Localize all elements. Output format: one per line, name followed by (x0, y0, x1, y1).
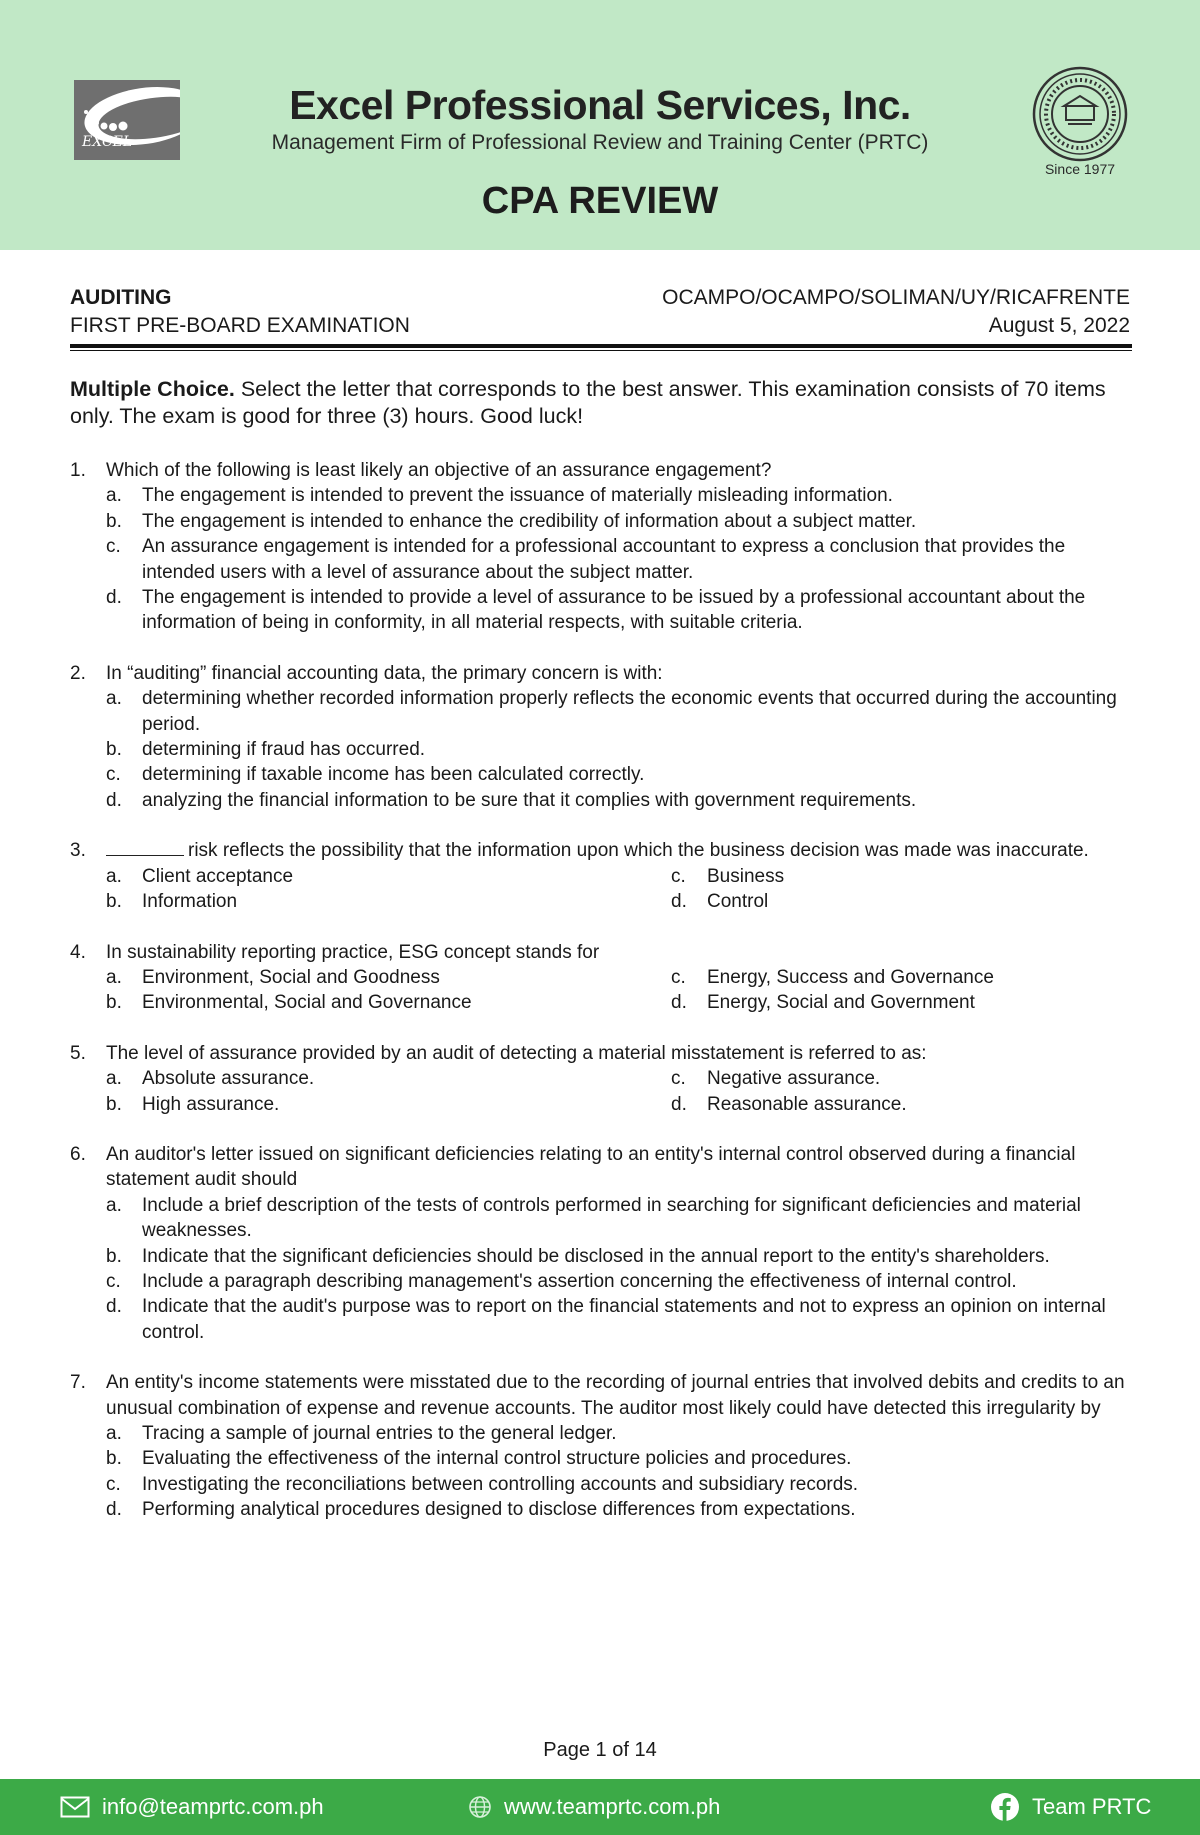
option-a (106, 864, 671, 889)
question-options (106, 1193, 1140, 1345)
question-text: An entity's income statements were misstated due to the recording of journal entries that involved debits and credits to an unusual combination of expense and revenue accounts. The auditor most likely could have detected this irregularity by (106, 1372, 1125, 1419)
globe-icon (468, 1795, 492, 1819)
footer-facebook-text: Team PRTC (1032, 1794, 1152, 1819)
option-text: Include a paragraph describing management's assertion concerning the effectiveness of internal control. (142, 1270, 1017, 1292)
question-options (106, 1421, 1140, 1523)
option-a (106, 1066, 671, 1091)
option-letter: c. (671, 865, 686, 887)
option-letter: c. (106, 1270, 121, 1292)
option-text: Performing analytical procedures designed to disclose differences from expectations. (142, 1499, 856, 1521)
question-options (106, 864, 1140, 915)
page-header (0, 0, 1200, 250)
question-text: risk reflects the possibility that the information upon which the business decision was made was inaccurate. (188, 840, 1089, 862)
option-c (671, 1066, 1140, 1091)
company-name: Excel Professional Services, Inc. (289, 82, 911, 128)
page-number: Page 1 of 14 (543, 1739, 657, 1761)
option-b (106, 509, 1140, 534)
option-a (106, 1193, 1140, 1244)
option-text: The engagement is intended to enhance the credibility of information about a subject matter. (142, 510, 917, 532)
option-c (106, 1269, 1140, 1294)
question-3 (70, 838, 1140, 914)
question-6 (70, 1142, 1140, 1345)
option-text: Control (707, 891, 769, 913)
option-letter: b. (106, 739, 122, 761)
option-b (106, 1092, 671, 1117)
option-c (671, 965, 1140, 990)
option-text: analyzing the financial information to be sure that it complies with government requirements. (142, 789, 917, 811)
question-text: An auditor's letter issued on significant deficiencies relating to an entity's internal control observed during a financial statement audit should (106, 1143, 1076, 1191)
exam-authors: OCAMPO/OCAMPO/SOLIMAN/UY/RICAFRENTE (662, 286, 1130, 309)
since-year: Since 1977 (1044, 161, 1116, 177)
question-text-wrap (106, 838, 1140, 863)
question-number: 4. (70, 941, 86, 963)
mail-icon (60, 1796, 90, 1818)
exam-name: FIRST PRE-BOARD EXAMINATION (70, 314, 410, 337)
question-number: 3. (70, 840, 86, 862)
option-text: determining if fraud has occurred. (142, 739, 426, 761)
option-text: Indicate that the significant deficiencies should be disclosed in the annual report to the entity's shareholders. (142, 1245, 1050, 1267)
page-footer (0, 1779, 1200, 1835)
option-letter: d. (106, 1296, 122, 1318)
option-letter: a. (106, 1194, 122, 1216)
exam-info (70, 284, 1130, 340)
option-letter: b. (106, 510, 122, 532)
option-text: Negative assurance. (707, 1068, 881, 1090)
option-letter: d. (671, 1093, 687, 1115)
option-letter: b. (106, 1245, 122, 1267)
question-options (106, 1066, 1140, 1117)
question-number: 6. (70, 1143, 86, 1165)
option-text: Environmental, Social and Governance (142, 992, 472, 1014)
option-b (106, 1244, 1140, 1269)
option-text: The engagement is intended to prevent the issuance of materially misleading information. (142, 485, 893, 507)
option-d (671, 889, 1140, 914)
option-text: Reasonable assurance. (707, 1093, 907, 1115)
fill-in-blank (106, 838, 184, 856)
question-number: 2. (70, 662, 86, 684)
option-b (106, 1446, 1140, 1471)
option-text: An assurance engagement is intended for a professional accountant to express a conclusion that provides the intended users with a level of assurance about the subject matter. (142, 536, 1066, 583)
option-text: Evaluating the effectiveness of the internal control structure policies and procedures. (142, 1448, 852, 1470)
option-text: determining if taxable income has been calculated correctly. (142, 764, 645, 786)
company-subtitle: Management Firm of Professional Review and Training Center (PRTC) (271, 131, 929, 154)
option-d (106, 788, 1140, 813)
instructions-text: Select the letter that corresponds to the best answer. This examination consists of 70 items only. The exam is good for three (3) hours. Good luck! (70, 377, 1106, 428)
option-c (106, 762, 1140, 787)
option-a (106, 686, 1140, 737)
facebook-icon (990, 1792, 1020, 1822)
option-a (106, 1421, 1140, 1446)
option-b (106, 889, 671, 914)
option-letter: b. (106, 1093, 122, 1115)
option-text: Tracing a sample of journal entries to the general ledger. (142, 1423, 617, 1444)
logo-wordmark: EXCEL (82, 134, 133, 150)
footer-email-text: info@teamprtc.com.ph (102, 1794, 324, 1819)
option-a (106, 965, 671, 990)
option-d (106, 585, 1140, 636)
header-divider-thin (70, 350, 1132, 351)
option-text: High assurance. (142, 1093, 280, 1115)
question-7 (70, 1370, 1140, 1522)
option-letter: d. (106, 1499, 122, 1521)
option-letter: c. (106, 1473, 121, 1495)
footer-email[interactable] (60, 1779, 324, 1835)
question-list (70, 458, 1140, 1548)
option-text: Investigating the reconciliations between controlling accounts and subsidiary records. (142, 1473, 859, 1495)
question-text: The level of assurance provided by an audit of detecting a material misstatement is referred to as: (106, 1042, 927, 1064)
option-b (106, 990, 671, 1015)
option-letter: c. (671, 1068, 686, 1090)
instructions-lead: Multiple Choice. (70, 377, 235, 401)
option-text: determining whether recorded information properly reflects the economic events that occurred during the accounting period. (142, 688, 1117, 735)
page-title: CPA REVIEW (481, 180, 719, 222)
question-5 (70, 1041, 1140, 1117)
option-letter: d. (671, 992, 687, 1014)
option-c (106, 534, 1140, 585)
option-text: Environment, Social and Goodness (142, 966, 440, 988)
option-text: Indicate that the audit's purpose was to report on the financial statements and not to express an opinion on internal control. (142, 1296, 1106, 1343)
exam-info-row-1 (70, 284, 1130, 312)
footer-website-text: www.teamprtc.com.ph (504, 1794, 721, 1819)
option-letter: d. (106, 789, 122, 811)
option-c (671, 864, 1140, 889)
option-letter: c. (106, 764, 121, 786)
option-text: Include a brief description of the tests of controls performed in searching for significant deficiencies and material weaknesses. (142, 1194, 1081, 1242)
option-d (671, 990, 1140, 1015)
footer-facebook[interactable] (990, 1779, 1151, 1835)
question-1 (70, 458, 1140, 636)
option-text: Client acceptance (142, 865, 294, 887)
exam-subject: AUDITING (70, 286, 172, 309)
question-2 (70, 661, 1140, 813)
option-text: The engagement is intended to provide a level of assurance to be issued by a professional accountant about the information of being in conformity, in all material respects, with suitable criteria. (142, 587, 1086, 634)
question-text: In “auditing” financial accounting data, the primary concern is with: (106, 662, 663, 684)
question-options (106, 965, 1140, 1016)
question-options (106, 483, 1140, 635)
option-letter: b. (106, 992, 122, 1014)
footer-website[interactable] (468, 1779, 720, 1835)
option-letter: a. (106, 1068, 122, 1090)
question-number: 7. (70, 1372, 86, 1394)
option-letter: b. (106, 891, 122, 913)
option-d (106, 1294, 1140, 1345)
header-divider-thick (70, 344, 1132, 348)
question-number: 5. (70, 1042, 86, 1064)
option-letter: d. (106, 587, 122, 609)
question-4 (70, 940, 1140, 1016)
option-text: Business (707, 865, 785, 887)
option-letter: b. (106, 1448, 122, 1470)
option-a (106, 483, 1140, 508)
question-text: In sustainability reporting practice, ESG concept stands for (106, 941, 600, 963)
option-letter: c. (671, 966, 686, 988)
option-letter: c. (106, 536, 121, 558)
option-text: Information (142, 891, 238, 913)
option-d (106, 1497, 1140, 1522)
option-text: Absolute assurance. (142, 1068, 315, 1090)
question-text: Which of the following is least likely an objective of an assurance engagement? (106, 460, 772, 481)
option-text: Energy, Social and Government (707, 992, 975, 1014)
option-letter: a. (106, 966, 122, 988)
option-text: Energy, Success and Governance (707, 966, 994, 988)
exam-date: August 5, 2022 (988, 314, 1130, 337)
exam-info-row-2 (70, 312, 1130, 340)
question-number: 1. (70, 460, 86, 481)
option-d (671, 1092, 1140, 1117)
option-b (106, 737, 1140, 762)
option-letter: d. (671, 891, 687, 913)
prtc-seal-icon (1032, 66, 1128, 162)
option-letter: a. (106, 865, 122, 887)
option-letter: a. (106, 485, 122, 507)
option-letter: a. (106, 1423, 122, 1444)
option-letter: a. (106, 688, 122, 710)
option-c (106, 1472, 1140, 1497)
instructions (70, 376, 1134, 430)
question-options (106, 686, 1140, 813)
